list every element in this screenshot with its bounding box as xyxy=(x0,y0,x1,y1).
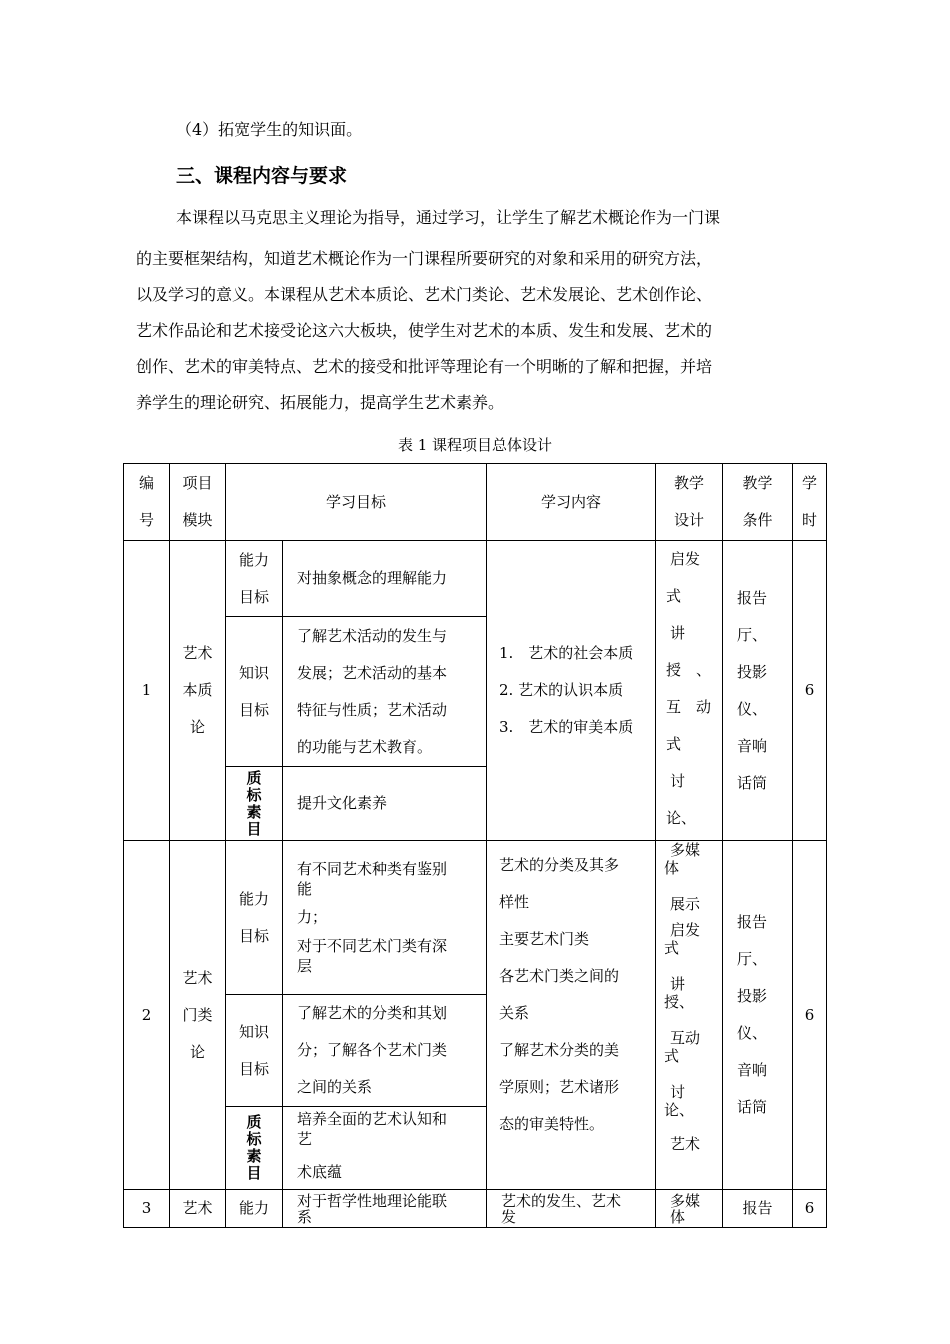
row-condition: 报告 xyxy=(723,1190,793,1228)
table-row xyxy=(124,541,827,617)
goal-text-ability: 对抽象概念的理解能力 xyxy=(283,541,487,617)
header-goal: 学习目标 xyxy=(226,464,487,541)
header-hours: 学 时 xyxy=(793,464,827,541)
intro-line: （4）拓宽学生的知识面。 xyxy=(176,120,363,139)
goal-type-quality: 质 标 素 目 xyxy=(226,767,283,841)
goal-text-ability: 有不同艺术种类有鉴别 能 力； 对于不同艺术门类有深 层 xyxy=(283,841,487,995)
row-condition: 报告 厅、 投影 仪、 音响 话筒 xyxy=(723,841,793,1190)
goal-type-ability: 能力 xyxy=(226,1190,283,1228)
goal-type-ability: 能力 目标 xyxy=(226,841,283,995)
table-row xyxy=(124,1190,827,1228)
goal-text-knowledge: 了解艺术的分类和其划 分；了解各个艺术门类 之间的关系 xyxy=(283,995,487,1107)
table-row xyxy=(124,841,827,995)
goal-text-quality: 提升文化素养 xyxy=(283,767,487,841)
header-content: 学习内容 xyxy=(487,464,656,541)
header-condition: 教学 条件 xyxy=(723,464,793,541)
row-module: 艺术 门类 论 xyxy=(170,841,226,1190)
row-num: 2 xyxy=(124,841,170,1190)
paragraph-line: 的主要框架结构，知道艺术概论作为一门课程所要研究的对象和采用的研究方法， xyxy=(136,249,713,268)
row-condition: 报告 厅、 投影 仪、 音响 话筒 xyxy=(723,541,793,841)
header-num: 编 号 xyxy=(124,464,170,541)
goal-type-knowledge: 知识 目标 xyxy=(226,995,283,1107)
row-design: 多媒 体 展示 启发 式 讲 授、 互动 式 讨 论、 艺术 xyxy=(656,841,723,1190)
header-design: 教学 设计 xyxy=(656,464,723,541)
row-design: 多媒 体 xyxy=(656,1190,723,1228)
goal-type-ability: 能力 目标 xyxy=(226,541,283,617)
row-num: 3 xyxy=(124,1190,170,1228)
paragraph-line: 艺术作品论和艺术接受论这六大板块，使学生对艺术的本质、发生和发展、艺术的 xyxy=(136,321,713,340)
row-num: 1 xyxy=(124,541,170,841)
paragraph-line: 养学生的理论研究、拓展能力，提高学生艺术素养。 xyxy=(136,393,505,412)
table-header-row xyxy=(124,464,827,541)
row-module: 艺术 本质 论 xyxy=(170,541,226,841)
row-hours: 6 xyxy=(793,1190,827,1228)
goal-text-quality: 培养全面的艺术认知和 艺 术底蕴 xyxy=(283,1107,487,1190)
row-content: 艺术的发生、艺术 发 xyxy=(487,1190,656,1228)
row-hours: 6 xyxy=(793,841,827,1190)
table-caption: 表 1 课程项目总体设计 xyxy=(397,436,553,454)
row-hours: 6 xyxy=(793,541,827,841)
goal-text-knowledge: 了解艺术活动的发生与 发展；艺术活动的基本 特征与性质；艺术活动 的功能与艺术教育。 xyxy=(283,617,487,767)
goal-type-knowledge: 知识 目标 xyxy=(226,617,283,767)
goal-text-ability: 对于哲学性地理论能联 系 xyxy=(283,1190,487,1228)
row-content: 1. 艺术的社会本质 2. 艺术的认识本质 3. 艺术的审美本质 xyxy=(487,541,656,841)
goal-type-quality: 质 标 素 目 xyxy=(226,1107,283,1190)
header-module: 项目 模块 xyxy=(170,464,226,541)
paragraph-line: 以及学习的意义。本课程从艺术本质论、艺术门类论、艺术发展论、艺术创作论、 xyxy=(136,285,713,304)
row-content: 艺术的分类及其多 样性 主要艺术门类 各艺术门类之间的 关系 了解艺术分类的美 学原则；艺术诸形 态的审美特性。 xyxy=(487,841,656,1190)
row-module: 艺术 xyxy=(170,1190,226,1228)
paragraph-line: 创作、艺术的审美特点、艺术的接受和批评等理论有一个明晰的了解和把握，并培 xyxy=(136,357,713,376)
section-heading: 三、课程内容与要求 xyxy=(176,165,348,187)
row-design: 启发 式 讲 授 、 互 动 式 讨 论、 xyxy=(656,541,723,841)
paragraph-line: 本课程以马克思主义理论为指导，通过学习，让学生了解艺术概论作为一门课 xyxy=(176,208,721,227)
course-design-table xyxy=(123,463,827,1228)
